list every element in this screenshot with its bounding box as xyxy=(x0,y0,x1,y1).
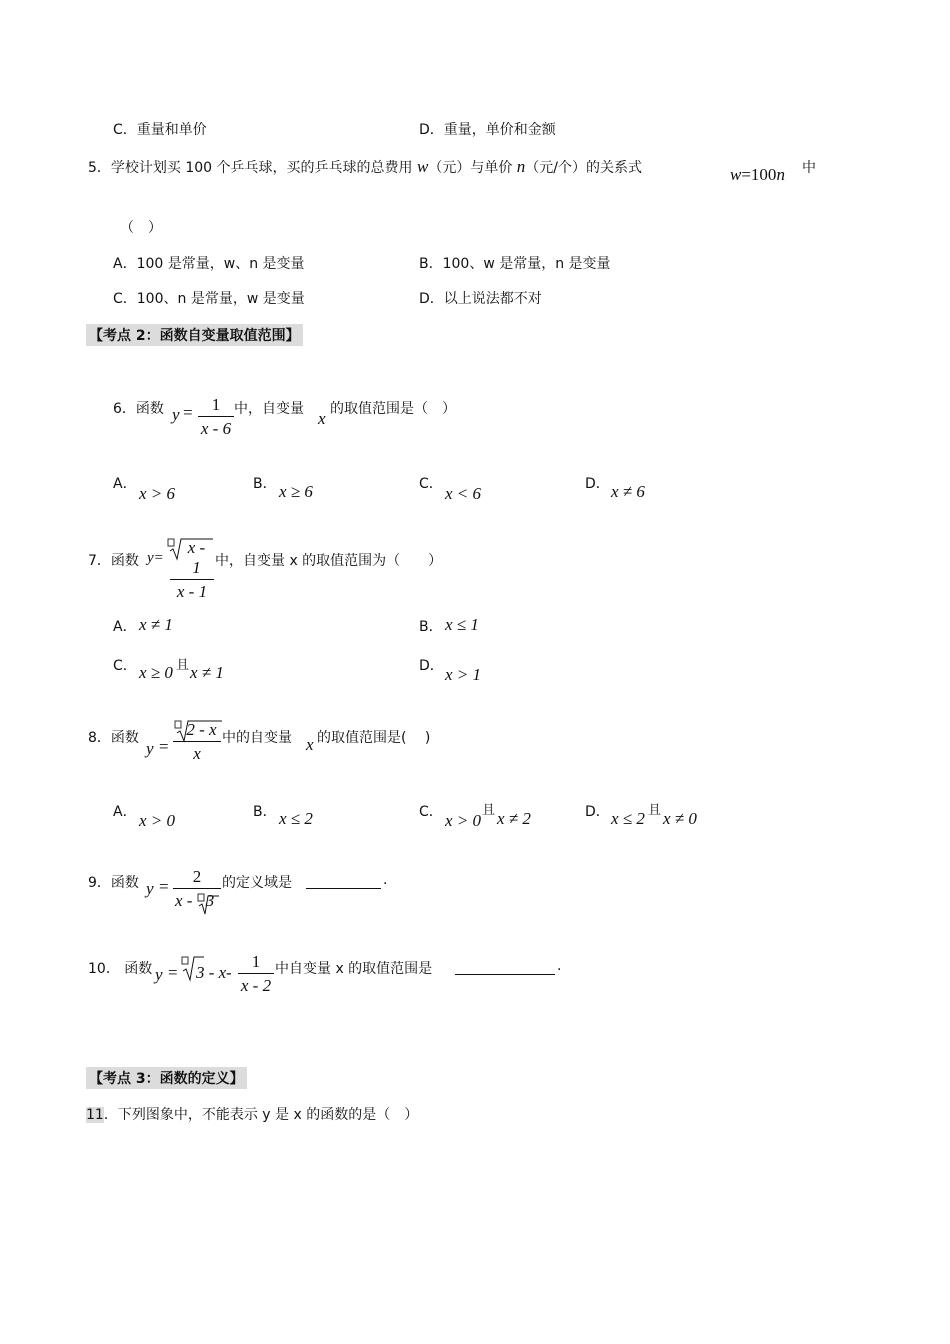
q10-y: y xyxy=(155,965,163,984)
q6-number: 6． xyxy=(113,401,136,417)
q7-b: x ≤ 1 xyxy=(445,615,479,634)
q8-denominator: x xyxy=(193,744,201,763)
q8-number: 8． xyxy=(88,730,111,746)
q8-c-label: C． xyxy=(419,804,443,820)
q6-a-label: A． xyxy=(113,476,137,492)
q6-mid: 中，自变量 xyxy=(234,401,304,417)
q6-d: x ≠ 6 xyxy=(611,482,645,501)
q9-den-root: 3 xyxy=(205,891,215,910)
q8-numerator: 2 - x xyxy=(186,720,217,739)
q8-c-and: 且 xyxy=(482,803,496,818)
q7-d-label: D． xyxy=(419,658,444,674)
q7-denominator: x - 1 xyxy=(176,582,208,601)
q6-eq: = xyxy=(183,403,193,422)
q8-lead xyxy=(88,727,139,747)
q5-option-c: C．100、n 是常量，w 是变量 xyxy=(113,291,305,307)
q10-fraction xyxy=(238,952,274,996)
q6-c-label: C． xyxy=(419,476,443,492)
q5-question xyxy=(88,157,642,177)
q6-c: x < 6 xyxy=(445,484,482,503)
q9-numerator: 2 xyxy=(173,867,221,889)
q10-minus: - xyxy=(226,963,232,982)
q5-n: n xyxy=(516,157,526,176)
q5-unit-w: （元）与单价 xyxy=(428,160,513,176)
q7-tail: 中，自变量 x 的取值范围为（ ） xyxy=(215,553,443,569)
q5-unit-n: （元/个）的关系式 xyxy=(525,160,643,176)
q10-tail: 中自变量 x 的取值范围是 xyxy=(275,961,433,977)
q5-w: w xyxy=(417,157,429,176)
q9-answer-blank[interactable] xyxy=(306,888,381,889)
q5-option-d: D．以上说法都不对 xyxy=(419,291,542,307)
q7-a: x ≠ 1 xyxy=(139,615,173,634)
q6-x: x xyxy=(318,409,326,428)
q9-tail: 的定义域是 xyxy=(222,875,292,891)
q5-formula-n: n xyxy=(776,165,785,184)
q8-radical-sign xyxy=(173,719,223,743)
q6-y: y xyxy=(172,405,180,424)
q9-eq: = xyxy=(159,877,169,896)
q6-fraction xyxy=(198,395,234,439)
q6-lead xyxy=(113,398,164,418)
q7-c-label: C． xyxy=(113,658,137,674)
q7-c-and: 且 xyxy=(176,658,190,673)
q5-formula-w: w xyxy=(730,165,742,184)
q8-d-label: D． xyxy=(585,804,610,820)
q10-lead xyxy=(88,958,152,978)
q8-x: x xyxy=(306,735,314,754)
q5-option-a: A．100 是常量，w、n 是变量 xyxy=(113,256,305,272)
q8-tail: 的取值范围是( ) xyxy=(317,730,431,746)
q6-b-label: B． xyxy=(253,476,277,492)
q6-a: x > 6 xyxy=(139,484,176,503)
q10-numerator: 1 xyxy=(238,952,274,974)
q8-a-label: A． xyxy=(113,804,137,820)
q8-b-label: B． xyxy=(253,804,277,820)
q8-y: y xyxy=(146,739,154,758)
q7-c2: x ≠ 1 xyxy=(190,663,224,682)
q7-lead xyxy=(88,550,139,570)
q8-d-and: 且 xyxy=(648,803,662,818)
q8-eq: = xyxy=(159,737,169,756)
q10-answer-blank[interactable] xyxy=(455,974,555,975)
q9-y: y xyxy=(146,879,154,898)
q10-lead-text: 函数 xyxy=(124,961,153,977)
q8-d1: x ≤ 2 xyxy=(611,809,645,828)
q5-stem: 学校计划买 100 个乒乓球，买的乒乓球的总费用 xyxy=(110,160,413,176)
section-heading-2: 【考点 2：函数自变量取值范围】 xyxy=(86,324,303,346)
q5-formula xyxy=(730,165,785,185)
q5-formula-rhs: =100 xyxy=(741,165,777,184)
q5-option-b: B．100、w 是常量，n 是变量 xyxy=(419,256,611,272)
q7-d: x > 1 xyxy=(445,665,482,684)
q6-tail: 的取值范围是（ ） xyxy=(330,401,456,417)
section-heading-3: 【考点 3：函数的定义】 xyxy=(86,1067,247,1089)
q9-den-x: x - xyxy=(175,891,197,910)
q7-number: 7． xyxy=(88,553,111,569)
q5-number: 5． xyxy=(88,160,111,176)
q6-b: x ≥ 6 xyxy=(279,482,313,501)
q8-mid: 中的自变量 xyxy=(222,730,292,746)
q9-lead-text: 函数 xyxy=(110,875,139,891)
q7-numerator: x - 1 xyxy=(187,538,206,577)
q8-lead-text: 函数 xyxy=(110,730,139,746)
q7-c1: x ≥ 0 xyxy=(139,663,173,682)
q11-number: 11 xyxy=(86,1107,104,1123)
q4-option-d: D．重量，单价和金额 xyxy=(419,122,556,138)
q6-lead-text: 函数 xyxy=(135,401,164,417)
q8-a: x > 0 xyxy=(139,811,176,830)
q8-b: x ≤ 2 xyxy=(279,809,313,828)
q7-a-label: A． xyxy=(113,619,137,635)
q9-radical-sign xyxy=(196,892,220,916)
q6-numerator: 1 xyxy=(198,395,234,417)
q11-question xyxy=(86,1104,418,1124)
q9-lead xyxy=(88,872,139,892)
q8-c1: x > 0 xyxy=(445,811,482,830)
q7-y: y= xyxy=(147,550,164,566)
q7-radical-sign xyxy=(166,537,214,561)
q6-d-label: D． xyxy=(585,476,610,492)
q5-paren: （ ） xyxy=(120,220,162,236)
q7-lead-text: 函数 xyxy=(110,553,139,569)
q8-c2: x ≠ 2 xyxy=(497,809,531,828)
q7-b-label: B． xyxy=(419,619,443,635)
q10-number: 10． xyxy=(88,961,120,977)
q10-denominator: x - 2 xyxy=(240,976,272,995)
q10-radicand: 3 - x xyxy=(196,963,227,982)
q8-d2: x ≠ 0 xyxy=(663,809,697,828)
q10-end: . xyxy=(557,958,562,974)
q9-number: 9． xyxy=(88,875,111,891)
q6-denominator: x - 6 xyxy=(200,419,232,438)
q11-text: ．下列图象中，不能表示 y 是 x 的函数的是（ ） xyxy=(103,1107,419,1123)
q5-tail: 中 xyxy=(802,160,816,176)
q9-end: . xyxy=(383,872,388,888)
q10-eq: = xyxy=(168,963,178,982)
q4-option-c: C．重量和单价 xyxy=(113,122,207,138)
